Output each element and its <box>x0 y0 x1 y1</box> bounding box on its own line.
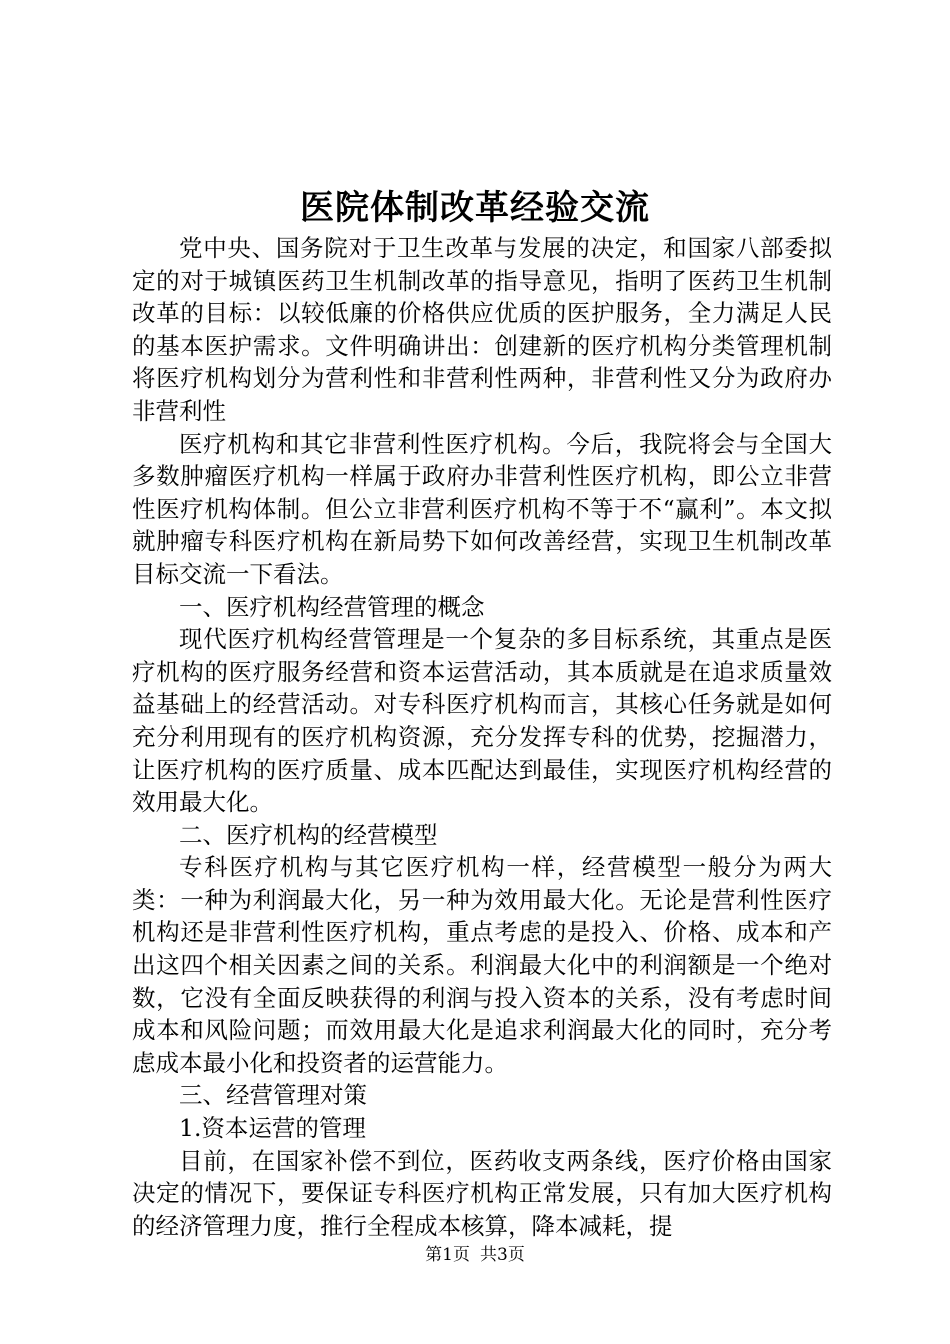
paragraph-capital: 目前，在国家补偿不到位，医药收支两条线，医疗价格由国家决定的情况下，要保证专科医疗机构正常发展，只有加大医疗机构的经济管理力度，推行全程成本核算，降本减耗，提 <box>132 1146 832 1240</box>
page-footer <box>0 1243 950 1267</box>
paragraph-intro: 党中央、国务院对于卫生改革与发展的决定，和国家八部委拟定的对于城镇医药卫生机制改革的指导意见，指明了医药卫生机制改革的目标：以较低廉的价格供应优质的医护服务，全力满足人民的基本医护需求。文件明确讲出：创建新的医疗机构分类管理机制将医疗机构划分为营利性和非营利性两种，非营利性又分为政府办非营利性 <box>132 234 832 425</box>
document-title: 医院体制改革经验交流 <box>300 188 650 228</box>
section-heading-concept: 一、医疗机构经营管理的概念 <box>179 592 485 621</box>
section-heading-model: 二、医疗机构的经营模型 <box>179 820 438 849</box>
document-body <box>132 232 832 1242</box>
paragraph-model: 专科医疗机构与其它医疗机构一样，经营模型一般分为两大类：一种为利润最大化，另一种为效用最大化。无论是营利性医疗机构还是非营利性医疗机构，重点考虑的是投入、价格、成本和产出这四个相关因素之间的关系。利润最大化中的利润额是一个绝对数，它没有全面反映获得的利润与投入资本的关系，没有考虑时间成本和风险问题；而效用最大化是追求利润最大化的同时，充分考虑成本最小化和投资者的运营能力。 <box>132 853 832 1077</box>
page-number: 第1页 <box>425 1245 470 1265</box>
section-heading-strategy: 三、经营管理对策 <box>179 1081 367 1110</box>
subsection-heading-capital: 1.资本运营的管理 <box>179 1114 366 1143</box>
paragraph-institution-type: 医疗机构和其它非营利性医疗机构。今后，我院将会与全国大多数肿瘤医疗机构一样属于政府办非营利性医疗机构，即公立非营性医疗机构体制。但公立非营利医疗机构不等于不“赢利”。本文拟就肿瘤专科医疗机构在新局势下如何改善经营，实现卫生机制改革目标交流一下看法。 <box>132 429 832 588</box>
page-total: 共3页 <box>480 1245 525 1265</box>
paragraph-concept: 现代医疗机构经营管理是一个复杂的多目标系统，其重点是医疗机构的医疗服务经营和资本运营活动，其本质就是在追求质量效益基础上的经营活动。对专科医疗机构而言，其核心任务就是如何充分利用现有的医疗机构资源，充分发挥专科的优势，挖掘潜力，让医疗机构的医疗质量、成本匹配达到最佳，实现医疗机构经营的效用最大化。 <box>132 625 832 817</box>
